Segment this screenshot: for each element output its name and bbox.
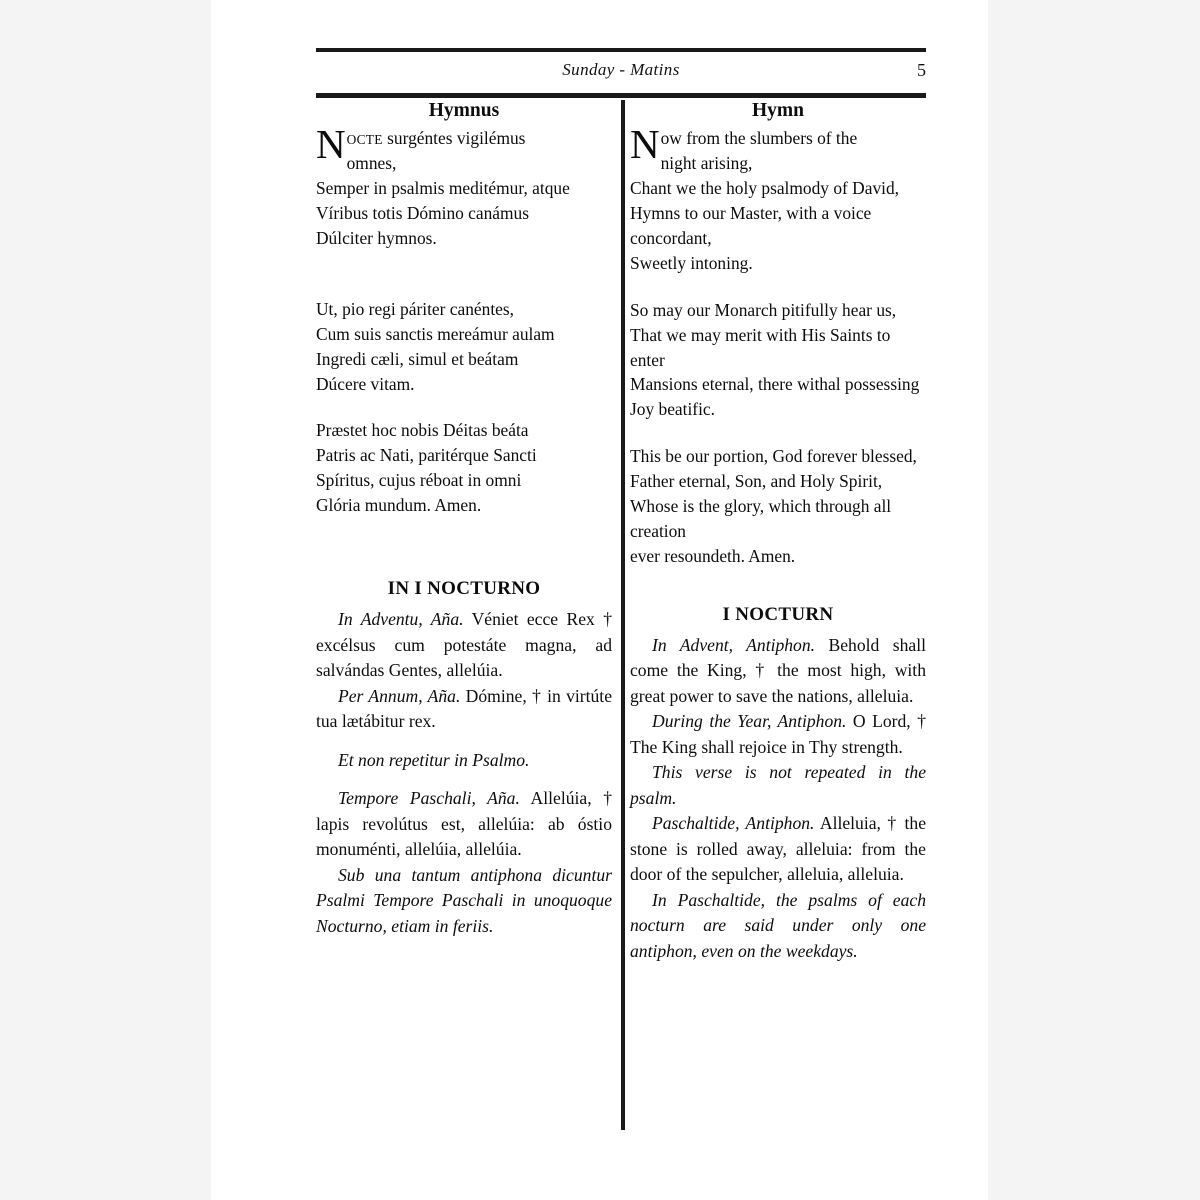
header-rule-bottom bbox=[316, 93, 926, 98]
latin-antiphon-paschal bbox=[316, 786, 612, 863]
english-nocturn-heading: I NOCTURN bbox=[722, 603, 834, 625]
latin-antiphon-advent bbox=[316, 607, 612, 684]
latin-rubric-gap-2 bbox=[316, 773, 612, 786]
latin-stanza-1 bbox=[316, 121, 612, 250]
latin-stanza-1-line-4: Víribus totis Dómino canámus bbox=[316, 203, 530, 224]
english-section-gap bbox=[630, 569, 926, 604]
english-antiphon-advent-text: Behold shall come the King, † the most high, with great power to save the nations, alleluia. bbox=[630, 634, 926, 706]
english-stanza-1-line-5: concordant, bbox=[630, 227, 712, 248]
latin-stanza-1-line-1: surgéntes vigilémus bbox=[382, 128, 526, 149]
english-antiphon-paschal-text: Alleluia, † the stone is rolled away, alleluia: from the door of the sepulcher, alleluia, alleluia. bbox=[630, 813, 927, 885]
latin-dropcap-smallcaps: OCTE bbox=[346, 132, 383, 148]
latin-antiphon-advent-label: In Adventu, Aña. bbox=[338, 609, 464, 629]
latin-stanza-2-line-4: Dúcere vitam. bbox=[316, 373, 415, 394]
latin-antiphon-paschal-label: Tempore Paschali, Aña. bbox=[338, 788, 520, 808]
english-stanza-1-line-6: Sweetly intoning. bbox=[630, 252, 753, 273]
english-stanza-2 bbox=[630, 298, 926, 422]
latin-stanza-2-line-3: Ingredi cæli, simul et beátam bbox=[316, 348, 519, 369]
english-stanza-3-line-5: ever resoundeth. Amen. bbox=[630, 545, 796, 566]
english-stanza-1-line-2: night arising, bbox=[660, 153, 753, 174]
document-page bbox=[211, 0, 988, 1200]
header-rule-top bbox=[316, 48, 926, 52]
latin-stanza-3-line-4: Glória mundum. Amen. bbox=[316, 495, 482, 516]
latin-antiphon-year-text: Dómine, † in virtúte tua lætábitur rex. bbox=[316, 685, 612, 731]
english-stanza-2-line-5: Joy beatific. bbox=[630, 399, 715, 420]
english-antiphon-advent-label: In Advent, Antiphon. bbox=[652, 634, 816, 655]
english-stanza-3-line-1: This be our portion, God forever blessed, bbox=[630, 446, 917, 467]
latin-stanza-3 bbox=[316, 418, 612, 518]
english-stanza-2-line-4: Mansions eternal, there withal possessing bbox=[630, 374, 920, 395]
english-antiphon-paschal-label: Paschaltide, Antiphon. bbox=[652, 813, 815, 834]
english-stanza-3-line-4: creation bbox=[630, 520, 687, 541]
latin-dropcap: N bbox=[316, 121, 346, 168]
column-divider-rule bbox=[621, 100, 625, 1130]
english-antiphon-year-label: During the Year, Antiphon. bbox=[652, 711, 847, 732]
english-stanza-1-line-1: ow from the slumbers of the bbox=[660, 128, 858, 149]
english-stanza-2-line-3: enter bbox=[630, 349, 665, 370]
latin-stanza-2-line-2: Cum suis sanctis mereámur aulam bbox=[316, 323, 555, 344]
latin-stanza-gap-2 bbox=[316, 396, 612, 418]
english-head-gap bbox=[630, 626, 926, 633]
latin-column bbox=[316, 100, 612, 939]
latin-hymn-heading: Hymnus bbox=[428, 100, 500, 121]
latin-nocturn-heading: IN I NOCTURNO bbox=[387, 578, 541, 599]
english-stanza-1-line-3: Chant we the holy psalmody of David, bbox=[630, 178, 900, 199]
running-head bbox=[316, 60, 926, 88]
english-stanza-gap-2 bbox=[630, 422, 926, 444]
page-content bbox=[316, 0, 926, 1200]
latin-stanza-2 bbox=[316, 297, 612, 397]
latin-stanza-3-line-1: Præstet hoc nobis Déitas beáta bbox=[316, 420, 529, 441]
latin-antiphon-year bbox=[316, 684, 612, 735]
english-hymn-heading: Hymn bbox=[751, 100, 804, 121]
english-antiphon-paschal bbox=[630, 811, 926, 888]
english-stanza-3 bbox=[630, 444, 926, 568]
latin-rubric-gap-1 bbox=[316, 735, 612, 748]
english-rubric-not-repeated: This verse is not repeated in the psalm. bbox=[630, 762, 926, 808]
latin-rubric-not-repeated: Et non repetitur in Psalmo. bbox=[338, 749, 530, 770]
english-stanza-1-line-4: Hymns to our Master, with a voice bbox=[630, 203, 872, 224]
latin-antiphon-paschal-text: Allelúia, † lapis revolútus est, allelúia: ab óstio monuménti, allelúia, allelúia. bbox=[316, 788, 612, 859]
english-rubric-paschal: In Paschaltide, the psalms of each nocturn are said under only one antiphon, even on the weekdays. bbox=[630, 889, 926, 961]
english-column bbox=[630, 100, 926, 964]
english-stanza-3-line-2: Father eternal, Son, and Holy Spirit, bbox=[630, 471, 883, 492]
page-number: 5 bbox=[917, 60, 926, 80]
english-stanza-2-line-2: That we may merit with His Saints to bbox=[630, 324, 891, 345]
latin-antiphon-year-label: Per Annum, Aña. bbox=[338, 685, 461, 706]
english-stanza-gap-1 bbox=[630, 276, 926, 298]
latin-stanza-gap-1 bbox=[316, 251, 612, 297]
english-stanza-2-line-1: So may our Monarch pitifully hear us, bbox=[630, 299, 897, 320]
latin-stanza-3-line-3: Spíritus, cujus réboat in omni bbox=[316, 470, 522, 491]
english-stanza-3-line-3: Whose is the glory, which through all bbox=[630, 496, 892, 516]
latin-stanza-2-line-1: Ut, pio regi páriter canéntes, bbox=[316, 298, 514, 319]
english-stanza-1 bbox=[630, 121, 926, 275]
latin-antiphon-advent-text: Véniet ecce Rex † excélsus cum potestáte magna, ad salvándas Gentes, allelúia. bbox=[316, 609, 612, 680]
latin-section-gap bbox=[316, 518, 612, 578]
latin-stanza-1-line-5: Dúlciter hymnos. bbox=[316, 227, 437, 248]
english-antiphon-year-text: O Lord, † The King shall rejoice in Thy strength. bbox=[630, 711, 926, 757]
latin-rubric-paschal: Sub una tantum antiphona dicuntur Psalmi Tempore Paschali in unoquoque Nocturno, etiam in feriis. bbox=[316, 864, 612, 936]
english-dropcap: N bbox=[630, 121, 660, 168]
english-antiphon-year bbox=[630, 709, 926, 760]
latin-stanza-3-line-2: Patris ac Nati, paritérque Sancti bbox=[316, 445, 537, 466]
english-antiphon-advent bbox=[630, 633, 926, 710]
latin-head-gap bbox=[316, 600, 612, 607]
latin-stanza-1-line-2: omnes, bbox=[346, 153, 397, 174]
latin-stanza-1-line-3: Semper in psalmis meditémur, atque bbox=[316, 178, 570, 199]
running-head-title: Sunday - Matins bbox=[562, 60, 680, 79]
